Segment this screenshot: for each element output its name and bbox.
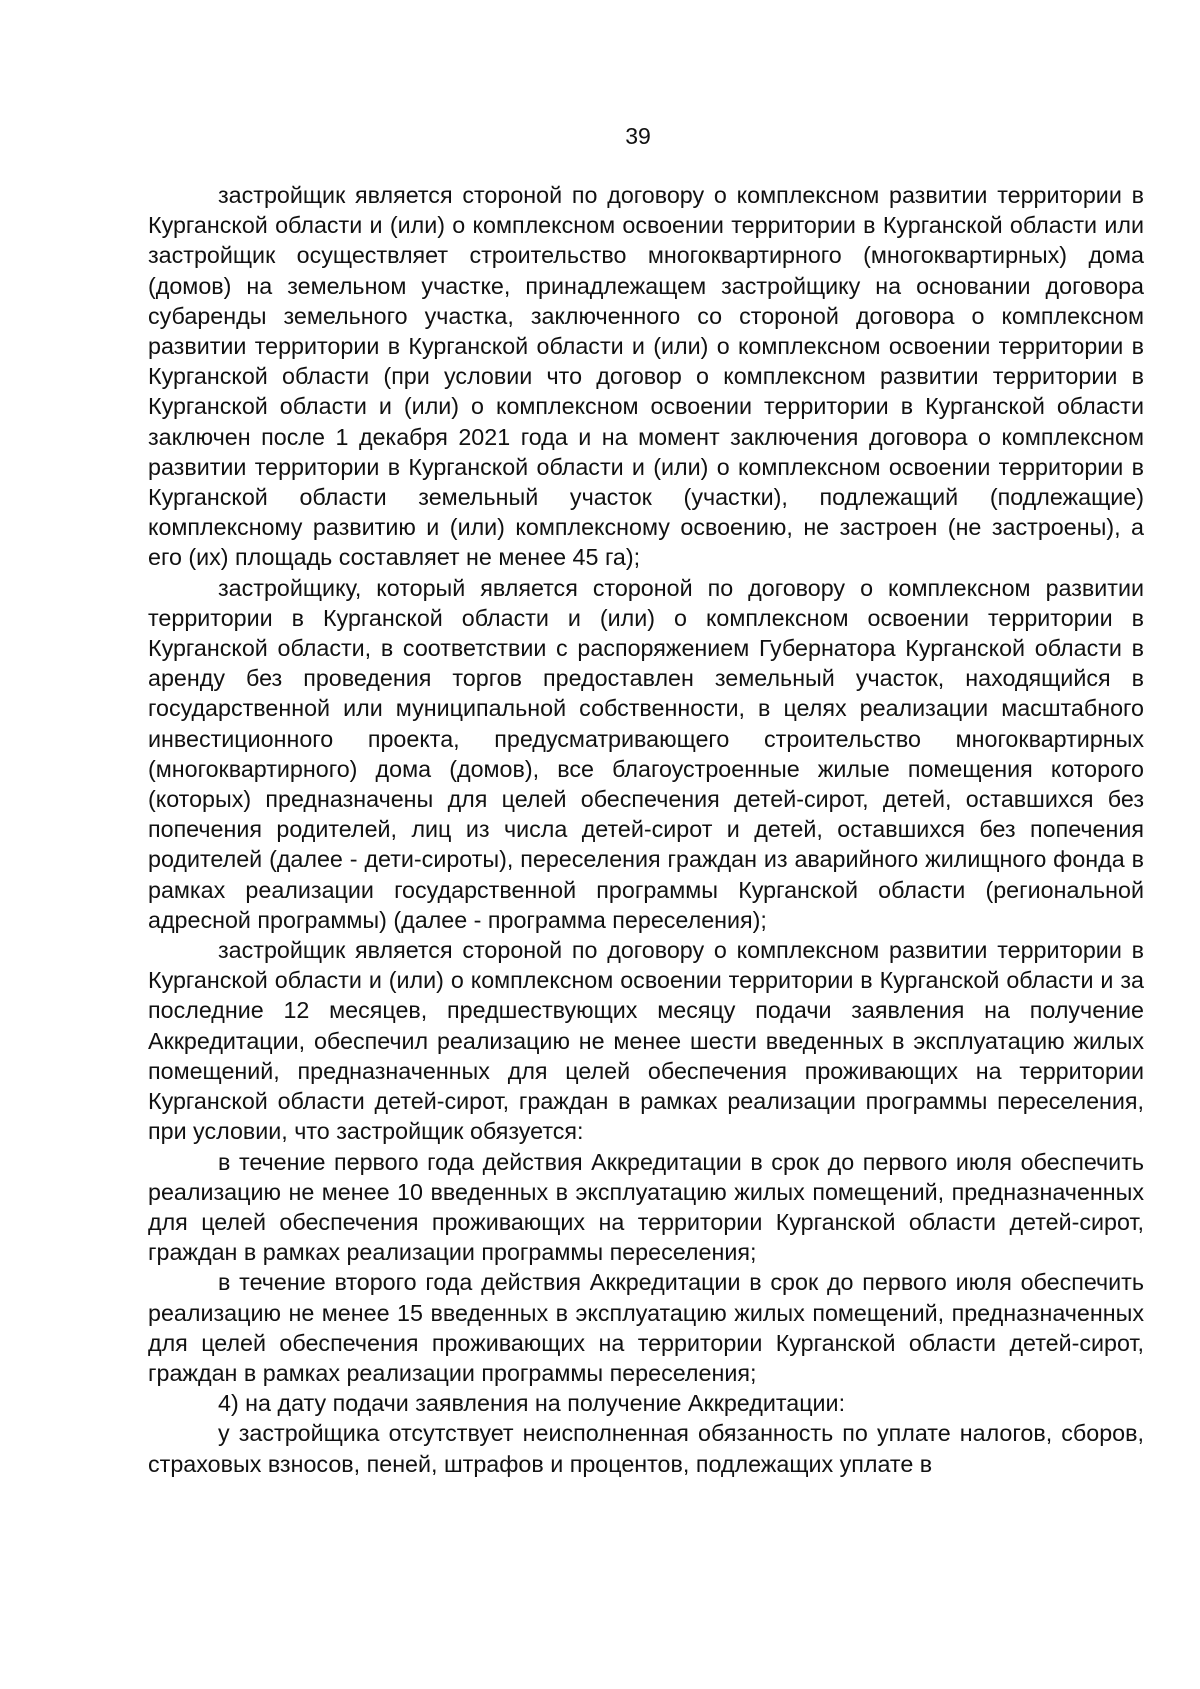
- paragraph: застройщику, который является стороной по договору о комплексном развитии территории в Курганской области и (или) о комплексном освоении территории в Курганской области, в соответствии с распоряжением Губернатора Курганской области в аренду без проведения торгов предоставлен земельный участок, находящийся в государственной или муниципальной собственности, в целях реализации масштабного инвестиционного проекта, предусматривающего строительство многоквартирных (многоквартирного) дома (домов), все благоустроенные жилые помещения которого (которых) предназначены для целей обеспечения детей-сирот, детей, оставшихся без попечения родителей, лиц из числа детей-сирот и детей, оставшихся без попечения родителей (далее - дети-сироты), переселения граждан из аварийного жилищного фонда в рамках реализации государственной программы Курганской области (региональной адресной программы) (далее - программа переселения);: [148, 574, 1144, 933]
- paragraph: 4) на дату подачи заявления на получение Аккредитации:: [218, 1390, 846, 1417]
- paragraph: у застройщика отсутствует неисполненная обязанность по уплате налогов, сборов, страховых взносов, пеней, штрафов и процентов, подлежащих уплате в: [148, 1420, 1144, 1477]
- paragraph: в течение второго года действия Аккредитации в срок до первого июля обеспечить реализацию не менее 15 введенных в эксплуатацию жилых помещений, предназначенных для целей обеспечения проживающих на территории Курганской области детей-сирот, граждан в рамках реализации программы переселения;: [148, 1269, 1144, 1386]
- paragraph: застройщик является стороной по договору о комплексном развитии территории в Курганской области и (или) о комплексном освоении территории в Курганской области и за последние 12 месяцев, предшествующих месяцу подачи заявления на получение Аккредитации, обеспечил реализацию не менее шести введенных в эксплуатацию жилых помещений, предназначенных для целей обеспечения проживающих на территории Курганской области детей-сирот, граждан в рамках реализации программы переселения, при условии, что застройщик обязуется:: [148, 937, 1144, 1145]
- paragraph: застройщик является стороной по договору о комплексном развитии территории в Курганской области и (или) о комплексном освоении территории в Курганской области или застройщик осуществляет строительство многоквартирного (многоквартирных) дома (домов) на земельном участке, принадлежащем застройщику на основании договора субаренды земельного участка, заключенного со стороной договора о комплексном развитии территории в Курганской области и (или) о комплексном освоении территории в Курганской области (при условии что договор о комплексном развитии территории в Курганской области и (или) о комплексном освоении территории в Курганской области заключен после 1 декабря 2021 года и на момент заключения договора о комплексном развитии территории в Курганской области и (или) о комплексном освоении территории в Курганской области земельный участок (участки), подлежащий (подлежащие) комплексному развитию и (или) комплексному освоению, не застроен (не застроены), а его (их) площадь составляет не менее 45 га);: [148, 182, 1144, 571]
- document-body: [148, 180, 1144, 1479]
- paragraph: в течение первого года действия Аккредитации в срок до первого июля обеспечить реализацию не менее 10 введенных в эксплуатацию жилых помещений, предназначенных для целей обеспечения проживающих на территории Курганской области детей-сирот, граждан в рамках реализации программы переселения;: [148, 1148, 1144, 1266]
- page-number: 39: [625, 123, 651, 149]
